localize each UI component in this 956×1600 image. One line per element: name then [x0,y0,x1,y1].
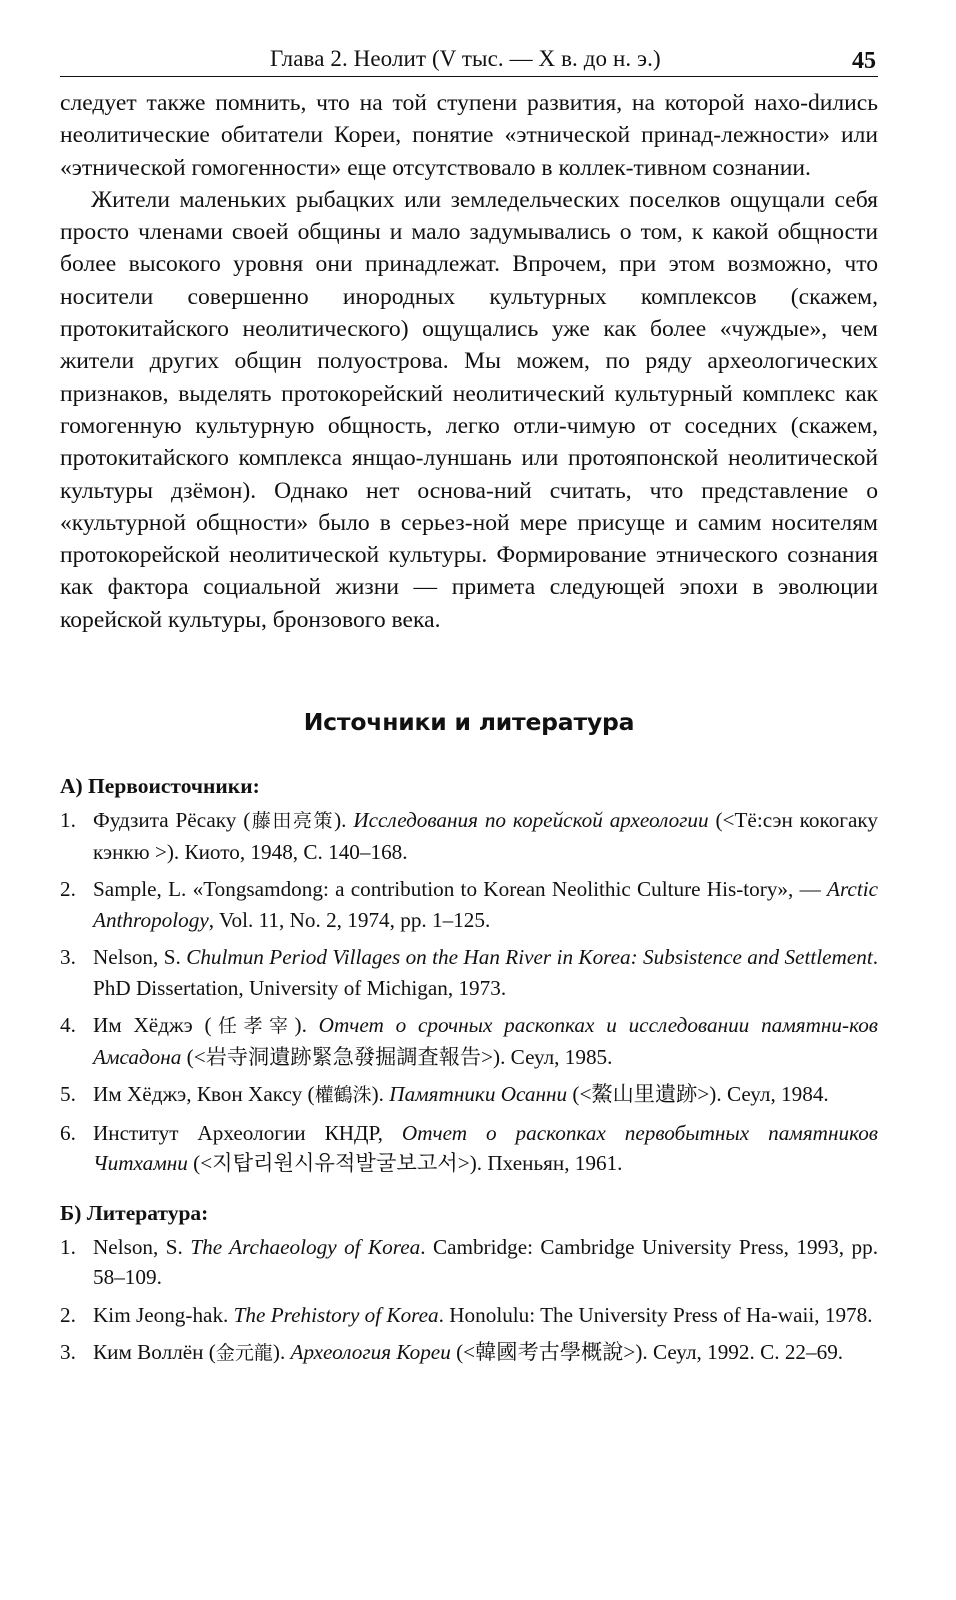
page-number: 45 [852,48,876,74]
list-item: 2. Kim Jeong-hak. The Prehistory of Korea. Honolulu: The University Press of Ha-waii, 1978. [60,1302,873,1327]
list-item: 4. Им Хёджэ (任孝宰). Отчет о срочных раскопках и исследовании памятни-ков Амсадона (<岩寺洞遺跡緊急發掘調査報告>). Сеул, 1985. [60,1013,878,1069]
list-item: 1. Nelson, S. The Archaeology of Korea. Cambridge: Cambridge University Press, 1993, pp. 58–109. [60,1234,879,1290]
running-head: Глава 2. Неолит (V тыс. — X в. до н. э.) [270,46,661,71]
literature-heading: Б) Литература: [60,1200,209,1225]
list-item: 2. Sample, L. «Tongsamdong: a contribution to Korean Neolithic Culture His-tory», — Arctic Anthropology, Vol. 11, No. 2, 1974, pp. 1–125. [60,877,878,932]
list-item: 5. Им Хёджэ, Квон Хаксу (權鶴洙). Памятники Осанни (<鰲山里遺跡>). Сеул, 1984. [60,1082,829,1107]
list-item: 6. Институт Археологии КНДР, Отчет о раскопках первобытных памятников Читхамни (<지탑리원시유적발굴보고서>). Пхеньян, 1961. [60,1120,878,1176]
book-page [60,36,878,1376]
primary-sources-heading: А) Первоисточники: [60,774,260,799]
list-item: 3. Ким Воллён (金元龍). Археология Кореи (<韓國考古學概說>). Сеул, 1992. С. 22–69. [60,1340,844,1365]
page-header [60,36,878,77]
literature-list [60,1232,878,1369]
paragraph: Жители маленьких рыбацких или земледельческих поселков ощущали себя просто членами своей общины и мало задумывались о том, к какой общности более высокого уровня они принадлежат. Впрочем, при этом возможно, что носители совершенно инородных культурных комплексов (скажем, протокитайского неолитического) ощущались уже как более «чуждые», чем жители других общин полуострова. Мы можем, по ряду археологических признаков, выделять протокорейский неолитический культурный комплекс как гомогенную культурную общность, легко отли-чимую от соседних (скажем, протокитайского комплекса янщао-луншань или протояпонской неолитической культуры дзёмон). Однако нет основа-ний считать, что представление о «культурной общности» было в серьез-ной мере присуще и самим носителям протокорейской неолитической культуры. Формирование этнического сознания как фактора социальной жизни — примета следующей эпохи в эволюции корейской культуры, бронзового века. [60,186,878,633]
paragraph: следует также помнить, что на той ступени развития, на которой нахо-dились неолитические обитатели Кореи, понятие «этнической принад-лежности» или «этнической гомогенности» еще отсутствовало в коллек-тивном сознании. [60,90,878,181]
list-item: 3. Nelson, S. Chulmun Period Villages on the Han River in Korea: Subsistence and Settlement. PhD Dissertation, University of Michigan, 1973. [60,945,879,1000]
body-text [60,87,878,636]
list-item: 1. Фудзита Рёсаку (藤田亮策). Исследования по корейской археологии (<Тё:сэн кокогаку кэнкю >). Киото, 1948, С. 140–168. [60,808,878,864]
primary-sources-list [60,805,878,1179]
section-title: Источники и литература [303,708,635,737]
